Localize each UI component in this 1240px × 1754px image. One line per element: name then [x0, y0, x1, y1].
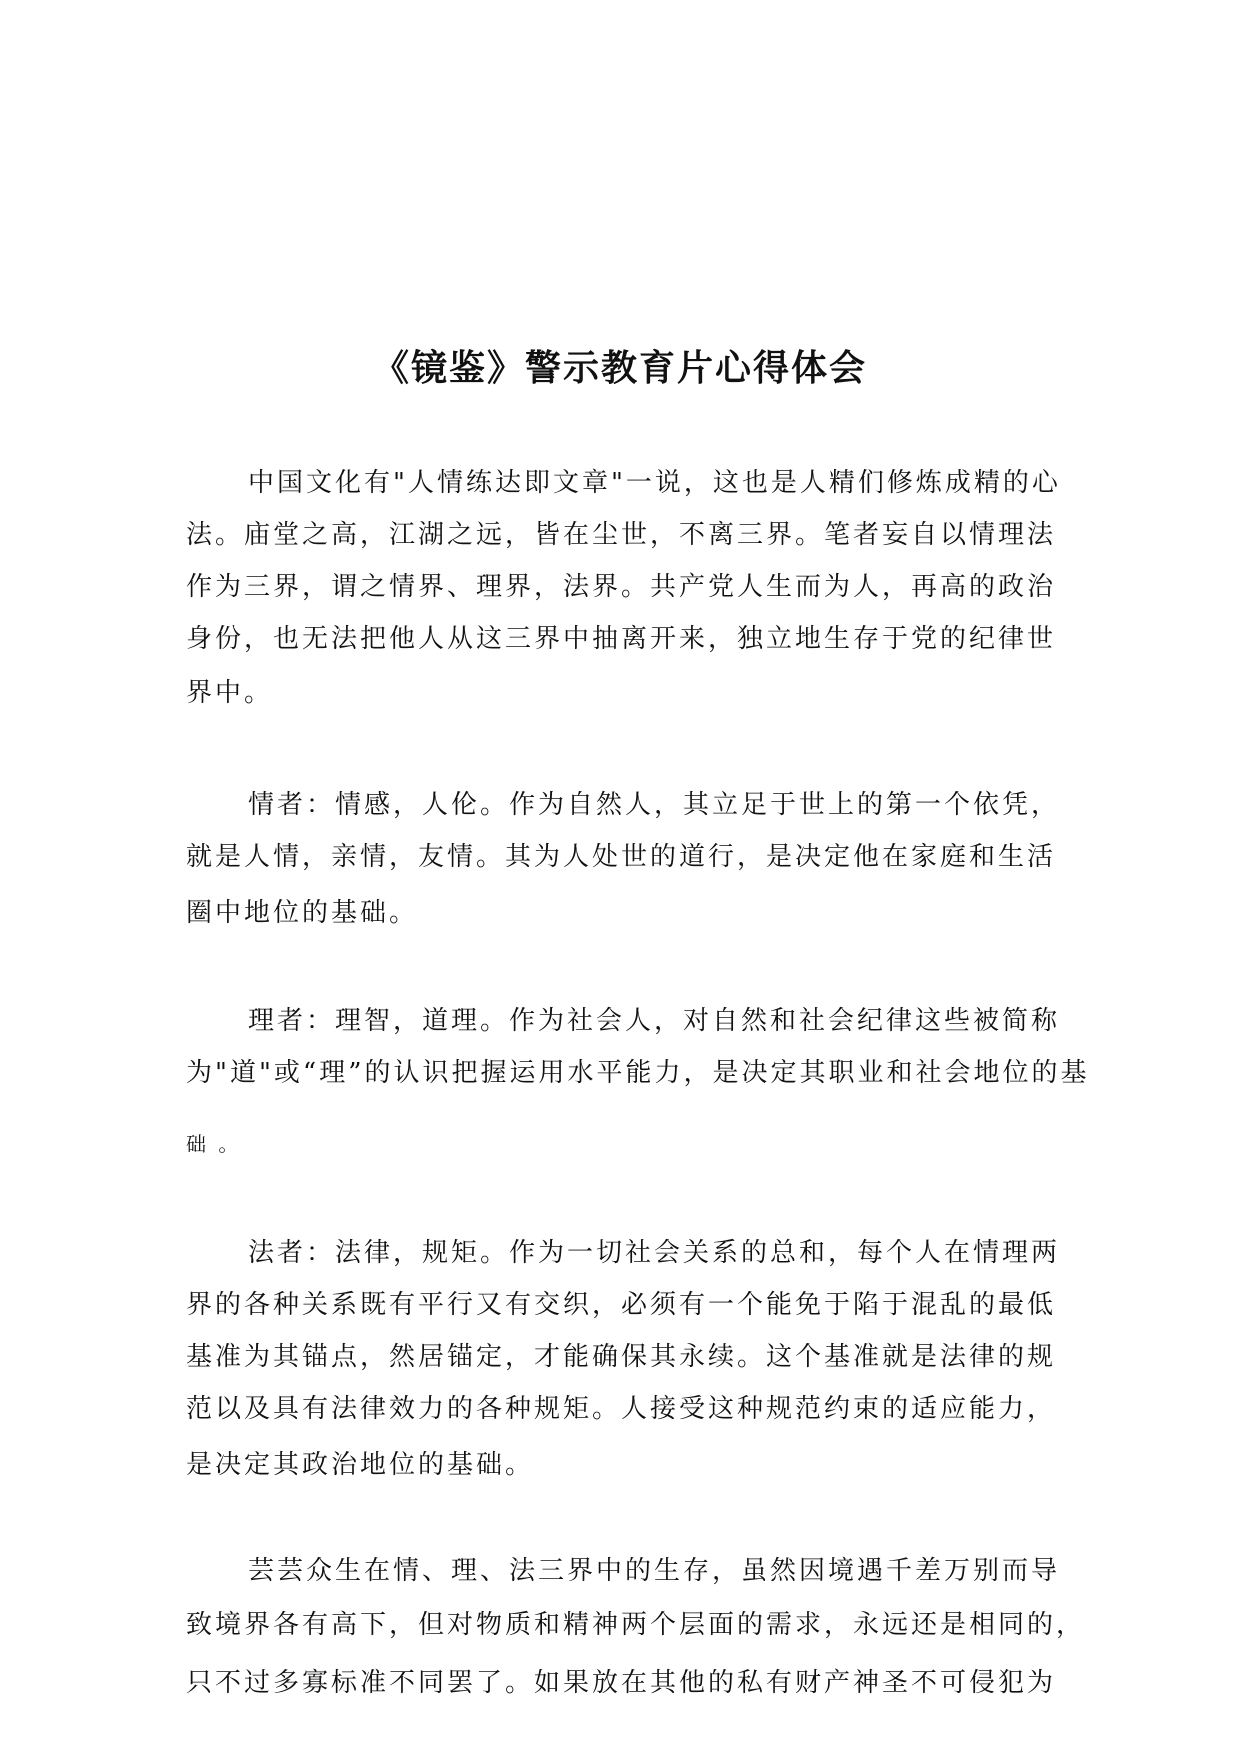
paragraph-2-line-3: 圈中地位的基础。	[186, 898, 419, 928]
paragraph-4-line-2: 界的各种关系既有平行又有交织，必须有一个能免于陷于混乱的最低	[186, 1290, 1057, 1320]
paragraph-1-line-5: 界中。	[186, 678, 274, 708]
paragraph-1-line-1: 中国文化有"人情练达即文章"一说，这也是人精们修炼成精的心	[248, 468, 1061, 498]
paragraph-4-line-3: 基准为其锚点，然居锚定，才能确保其永续。这个基准就是法律的规	[186, 1342, 1057, 1372]
paragraph-2-line-2: 就是人情，亲情，友情。其为人处世的道行，是决定他在家庭和生活	[186, 842, 1057, 872]
paragraph-5-line-3: 只不过多寡标准不同罢了。如果放在其他的私有财产神圣不可侵犯为	[186, 1668, 1057, 1698]
paragraph-2-line-1: 情者：情感，人伦。作为自然人，其立足于世上的第一个依凭，	[248, 790, 1061, 820]
paragraph-4-line-4: 范以及具有法律效力的各种规矩。人接受这种规范约束的适应能力，	[186, 1394, 1057, 1424]
paragraph-1-line-3: 作为三界，谓之情界、理界，法界。共产党人生而为人，再高的政治	[186, 572, 1057, 602]
paragraph-3-line-3: 础 。	[186, 1132, 242, 1156]
paragraph-1-line-2: 法。庙堂之高，江湖之远，皆在尘世，不离三界。笔者妄自以情理法	[186, 520, 1057, 550]
paragraph-5-line-1: 芸芸众生在情、理、法三界中的生存，虽然因境遇千差万别而导	[248, 1556, 1061, 1586]
paragraph-3-line-1: 理者：理智，道理。作为社会人，对自然和社会纪律这些被简称	[248, 1006, 1061, 1036]
paragraph-1-line-4: 身份，也无法把他人从这三界中抽离开来，独立地生存于党的纪律世	[186, 624, 1057, 654]
paragraph-4-line-1: 法者：法律，规矩。作为一切社会关系的总和，每个人在情理两	[248, 1238, 1061, 1268]
paragraph-4-line-5: 是决定其政治地位的基础。	[186, 1450, 535, 1480]
document-title: 《镜鉴》警示教育片心得体会	[372, 347, 867, 389]
paragraph-5-line-2: 致境界各有高下，但对物质和精神两个层面的需求，永远还是相同的，	[186, 1610, 1086, 1640]
paragraph-3-line-2: 为"道"或“理”的认识把握运用水平能力，是决定其职业和社会地位的基	[186, 1058, 1090, 1088]
